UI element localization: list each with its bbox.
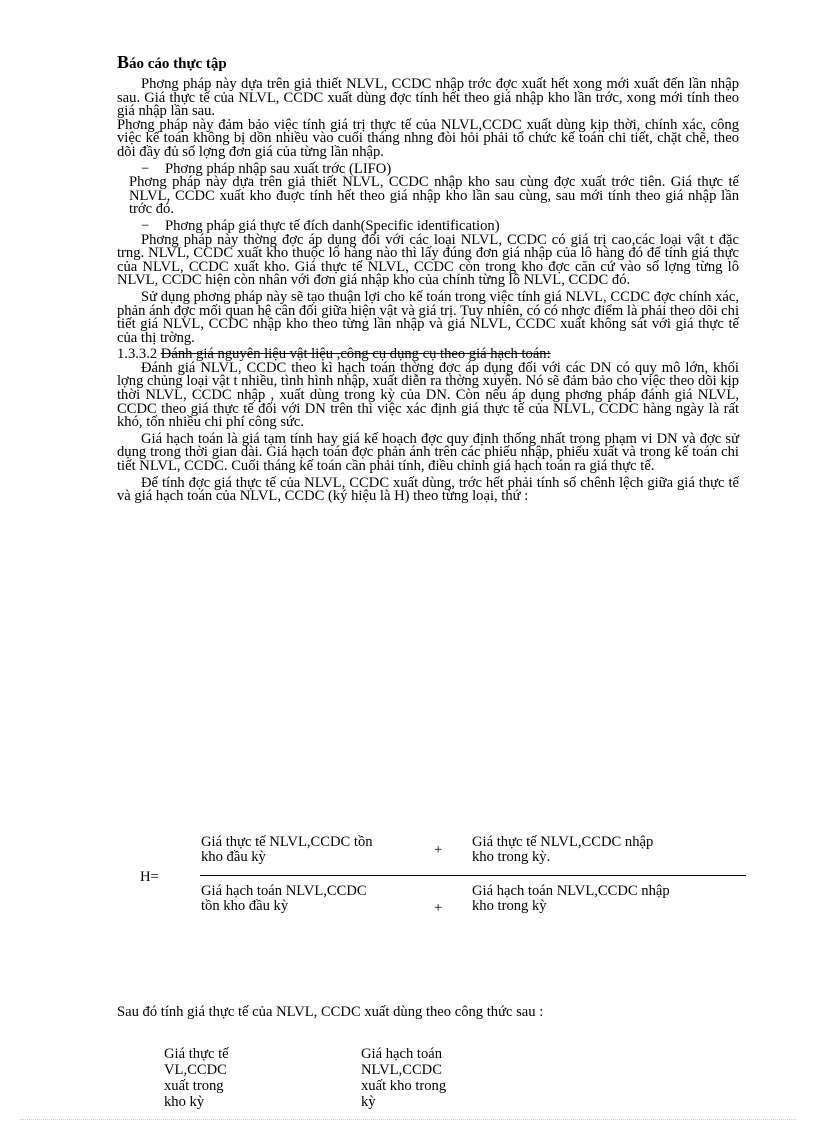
formula-den-left-line1: Giá hạch toán NLVL,CCDC xyxy=(201,883,367,899)
fraction-line xyxy=(200,875,746,876)
paragraph-accounting-2: Giá hạch toán là giá tạm tính hay giá kế hoạch đợc quy định thống nhất trong phạm vi DN và đợc sử dụng trong thời gian dài. Giá hạch toán đợc phản ánh trên các phiếu nhập, phiếu xuất và trong kế toán chi tiết NLVL, CCDC. Cuối tháng kế toán cần phải tính, điều chỉnh giá hạch toán ra giá thực tế. xyxy=(117,430,739,475)
formula-intro: Sau đó tính giá thực tế của NLVL, CCDC xuất dùng theo công thức sau : xyxy=(117,1004,544,1020)
formula-num-right-line2: kho trong kỳ. xyxy=(472,849,551,865)
formula-denominator-left xyxy=(201,884,367,914)
formula-num-left-line1: Giá thực tế NLVL,CCDC tồn xyxy=(201,834,373,850)
paragraph-accounting-1: Đánh giá NLVL, CCDC theo kì hạch toán thờng đợc áp dụng đối với các DN có quy mô lớn, khối lợng chủng loại vật t nhiều, tình hình nhập, xuất diễn ra thờng xuyên. Nó sẽ đảm bảo cho việc theo dõi kịp thời NLVL, CCDC nhập , xuất dùng trong kỳ của DN. Còn nếu áp dụng phơng pháp đánh giá NLVL, CCDC theo giá thực tế đối với DN trên thì việc xác định giá thực tế của NLVL, CCDC hàng ngày là rất khó, tốn nhiều chi phí công sức. xyxy=(117,359,739,431)
page-header xyxy=(117,52,227,73)
formula2-col2-line: NLVL,CCDC xyxy=(361,1062,442,1078)
formula-denominator-right xyxy=(472,884,670,914)
header-first-letter: B xyxy=(117,52,130,72)
formula-den-right-line2: kho trong kỳ xyxy=(472,898,547,914)
section-title: Đánh giá nguyên liệu vật liệu ,công cụ dụng cụ theo giá hạch toán: xyxy=(160,346,551,363)
formula2-col2-line: Giá hạch toán xyxy=(361,1046,443,1062)
formula-numerator-left xyxy=(201,835,373,865)
formula2-col2-line: xuất kho trong xyxy=(361,1078,447,1094)
formula-numerator-right xyxy=(472,835,653,865)
paragraph-specific-2: Sử dụng phơng pháp này sẽ tạo thuận lợi cho kế toán trong việc tính giá NLVL, CCDC đợc chính xác, phản ánh đợc mối quan hệ cân đối giữa hiện vật và giá trị. Tuy nhiên, có có nhợc điểm là phải theo dõi chi tiết giá NLVL, CCDC nhập kho theo từng lần nhập và giá NLVL, CCDC xuất không sát với giá thực tế của thị trờng. xyxy=(117,288,739,346)
bullet-lifo-title: Phơng pháp nhập sau xuất trớc (LIFO) xyxy=(165,160,392,177)
formula2-col2 xyxy=(361,1046,446,1110)
page-bottom-divider xyxy=(20,1119,796,1120)
paragraph-fifo-1: Phơng pháp này dựa trên giả thiết NLVL, CCDC nhập trớc đợc xuất hết xong mới xuất đến lần nhập sau. Giá thực tế của NLVL, CCDC xuất dùng đợc tính hết theo giá nhập kho lần trớc, xong mới tính theo giá nhập lần sau. xyxy=(117,76,739,120)
body-text xyxy=(117,78,739,504)
section-number: 1.3.3.2 xyxy=(117,346,158,363)
header-rest: áo cáo thực tập xyxy=(129,56,227,72)
formula-den-left-line2: tồn kho đầu kỳ xyxy=(201,898,289,914)
formula2-col1 xyxy=(164,1046,229,1110)
paragraph-accounting-3: Để tính đợc giá thực tế của NLVL, CCDC xuất dùng, trớc hết phải tính số chênh lệch giữa giá thực tế và giá hạch toán của NLVL, CCDC (ký hiệu là H) theo từng loại, thứ : xyxy=(117,474,739,505)
dash-icon: − xyxy=(141,160,150,177)
formula2-col1-line: VL,CCDC xyxy=(164,1062,227,1078)
formula2-col1-line: Giá thực tế xyxy=(164,1046,229,1062)
formula2-col2-line: kỳ xyxy=(361,1094,376,1110)
paragraph-fifo-2: Phơng pháp này đảm bảo việc tính giá trị thực tế của NLVL,CCDC xuất dùng kịp thời, chính xác, công việc kế toán không bị dồn nhiều vào cuối tháng nhng đòi hỏi phải tổ chức kế toán chi tiết, chặt chẽ, theo dõi đầy đủ số lợng đơn giá của từng lần nhập. xyxy=(117,116,739,160)
formula-num-plus: + xyxy=(434,842,443,858)
formula-num-right-line1: Giá thực tế NLVL,CCDC nhập xyxy=(472,834,654,850)
bullet-specific-title: Phơng pháp giá thực tế đích danh(Specific identification) xyxy=(165,217,500,234)
paragraph-lifo: Phơng pháp này dựa trên giả thiết NLVL, CCDC nhập kho sau cùng đợc xuất trớc tiên. Giá thực tế NLVL, CCDC xuất kho đuợc tính hết theo giá nhập kho lần sau cùng, sau mới tính theo giá nhập lần trớc đó. xyxy=(129,174,739,218)
paragraph-specific-1: Phơng pháp này thờng đợc áp dụng đối với các loại NLVL, CCDC có giá trị cao,các loại vật t đặc trng. NLVL, CCDC xuất kho thuộc lô hàng nào thì lấy đúng đơn giá nhập của lô hàng đó để tính giá thực của NLVL, CCDC xuất kho. Giá thực tế NLVL, CCDC còn trong kho đợc căn cứ vào số lợng từng lô NLVL, CCDC hiện còn nhân với đơn giá nhập kho của chính từng lô NLVL, CCDC đó. xyxy=(117,231,739,289)
formula2-col1-line: xuất trong xyxy=(164,1078,224,1094)
formula2-col1-line: kho kỳ xyxy=(164,1094,205,1110)
formula-num-left-line2: kho đầu kỳ xyxy=(201,849,266,865)
formula-den-plus: + xyxy=(434,900,443,916)
formula-h-label: H= xyxy=(140,869,159,885)
formula-den-right-line1: Giá hạch toán NLVL,CCDC nhập xyxy=(472,883,670,899)
dash-icon: − xyxy=(141,217,150,234)
